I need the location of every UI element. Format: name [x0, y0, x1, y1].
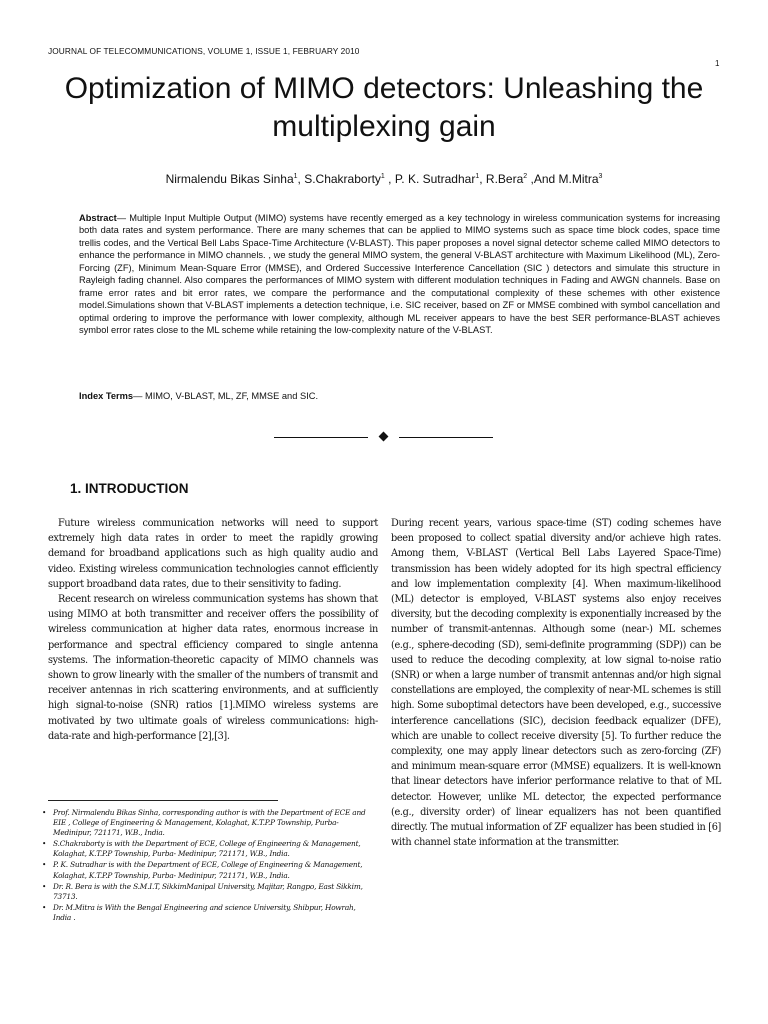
separator-rule-left — [274, 437, 368, 438]
journal-header: JOURNAL OF TELECOMMUNICATIONS, VOLUME 1, ISSUE 1, FEBRUARY 2010 — [48, 46, 360, 56]
footnote-item: • Prof. Nirmalendu Bikas Sinha, corresponding author is with the Department of ECE and EIE , College of Engineering & Management, Kolaghat, K.T.P.P Township, Purba-Medinipur, 721171, W.B., India. — [40, 808, 375, 838]
author-separator: , — [384, 172, 395, 186]
author-name: P. K. Sutradhar — [394, 172, 476, 186]
footnote-rule — [48, 800, 278, 801]
paper-title: Optimization of MIMO detectors: Unleashing the multiplexing gain — [64, 72, 704, 143]
author-separator: , — [297, 172, 305, 186]
abstract-label: Abstract — [79, 213, 117, 223]
footnote-item: • Dr. M.Mitra is With the Bengal Engineering and science University, Shibpur, Howrah, India . — [40, 903, 375, 923]
footnote-item: • Dr. R. Bera is with the S.M.I.T, SikkimManipal University, Majitar, Rangpo, East Sikkim, 73713. — [40, 882, 375, 902]
body-paragraph: Recent research on wireless communication systems has shown that using MIMO at both transmitter and receiver offers the possibility of wireless communication at higher data rates, enormous increase in performance and spectral efficiency compared to single antenna systems. The information-theoretic capacity of MIMO channels was shown to grow linearly with the smaller of the numbers of transmit and receiver antennas in rich scattering environments, and at sufficiently high signal-to-noise (SNR) ratios [1].MIMO wireless systems are motivated by two ultimate goals of wireless communications: high-data-rate and high-performance [2],[3]. — [48, 594, 378, 742]
footnote-item: • S.Chakraborty is with the Department of ECE, College of Engineering & Management, Kolaghat, K.T.P.P Township, Purba- Medinipur, 721171, W.B., India. — [40, 839, 375, 859]
author-affiliation: 1 — [380, 173, 385, 180]
author-affiliation: 1 — [293, 173, 298, 180]
author-name: R.Bera — [485, 172, 524, 186]
footnote-item: • P. K. Sutradhar is with the Department of ECE, College of Engineering & Management, Kolaghat, K.T.P.P Township, Purba- Medinipur, 721171, W.B., India. — [40, 860, 375, 880]
abstract — [79, 212, 720, 337]
author-name: And M.Mitra — [533, 172, 599, 186]
author-separator: , — [527, 172, 534, 186]
section-heading: 1. INTRODUCTION — [70, 481, 189, 496]
author-name: S.Chakraborty — [304, 172, 381, 186]
right-column — [391, 516, 721, 850]
index-terms-label: Index Terms — [79, 391, 134, 401]
abstract-text: — Multiple Input Multiple Output (MIMO) systems have recently emerged as a key technology in wireless communication systems for increasing both data rates and system performance. There are many schemes that can be applied to MIMO systems such as space time block codes, space time trellis codes, and the Vertical Bell Labs Space-Time Architecture (V-BLAST). This paper proposes a novel signal detector scheme called MIMO detectors to enhance the performance in MIMO channels. , we study the general MIMO system, the general V-BLAST architecture with Maximum Likelihood (ML), Zero- Forcing (ZF), Minimum Mean-Square Error (MMSE), and Ordered Successive Interference Cancellation (SIC ) detectors and simulate this structure in Rayleigh fading channel. Also compares the performances of MIMO system with different modulation techniques in Fading and AWGN channels. Base on frame error rates and bit error rates, we compare the performance and the computational complexity of these schemes with other existence model.Simulations shown that V-BLAST implements a detection technique, i.e. SIC receiver, based on ZF or MMSE combined with symbol cancellation and optimal ordering to improve the performance with lower complexity, although ML receiver appears to have the best SER performance-BLAST achieves symbol error rates close to the ML scheme while retaining the low-complexity nature of the V-BLAST. — [79, 213, 720, 336]
author-separator: , — [479, 172, 486, 186]
separator-rule-right — [399, 437, 493, 438]
body-paragraph: Future wireless communication networks will need to support extremely high data rates in order to meet the rapidly growing demand for broadband applications such as high quality audio and video. Existing wireless communication technologies cannot efficiently support broadband data rates, due to their sensitivity to fading. — [48, 518, 378, 590]
index-terms-text: — MIMO, V-BLAST, ML, ZF, MMSE and SIC. — [133, 391, 319, 401]
page-number: 1 — [715, 59, 720, 68]
footnote-list — [40, 808, 375, 924]
author-affiliation: 3 — [598, 173, 603, 180]
author-affiliation: 2 — [523, 173, 528, 180]
separator-diamond-icon — [379, 432, 389, 442]
author-name: Nirmalendu Bikas Sinha — [165, 172, 294, 186]
author-affiliation: 1 — [475, 173, 480, 180]
index-terms — [79, 391, 720, 401]
left-column — [48, 516, 378, 744]
author-list — [40, 172, 728, 186]
body-paragraph: During recent years, various space-time (ST) coding schemes have been proposed to collect spatial diversity and/or achieve high rates. Among them, V-BLAST (Vertical Bell Labs Layered Space-Time) transmission has been widely adopted for its high spectral efficiency and low implementation complexity [4]. When maximum-likelihood (ML) detector is employed, V-BLAST systems also enjoy receives diversity, but the decoding complexity is exponentially increased by the number of transmit-antennas. Although some (near-) ML schemes (e.g., sphere-decoding (SD), semi-definite programming (SDP)) can be used to reduce the decoding complexity, at low signal to-noise ratio (SNR) or when a large number of transmit antennas and/or high signal constellations are employed, the complexity of near-ML schemes is still high. Some suboptimal detectors have been developed, e.g., successive interference cancellations (SIC), decision feedback equalizer (DFE), which are unable to collect receive diversity [5]. To further reduce the complexity, one may apply linear detectors such as zero-forcing (ZF) and minimum mean-square error (MMSE) equalizers. It is well-known that linear detectors have inferior performance relative to that of ML detector. However, unlike ML detector, the expected performance (e.g., diversity order) of linear equalizers has not been quantified directly. The mutual information of ZF equalizer has been studied in [6] with channel state information at the transmitter. — [391, 518, 721, 849]
